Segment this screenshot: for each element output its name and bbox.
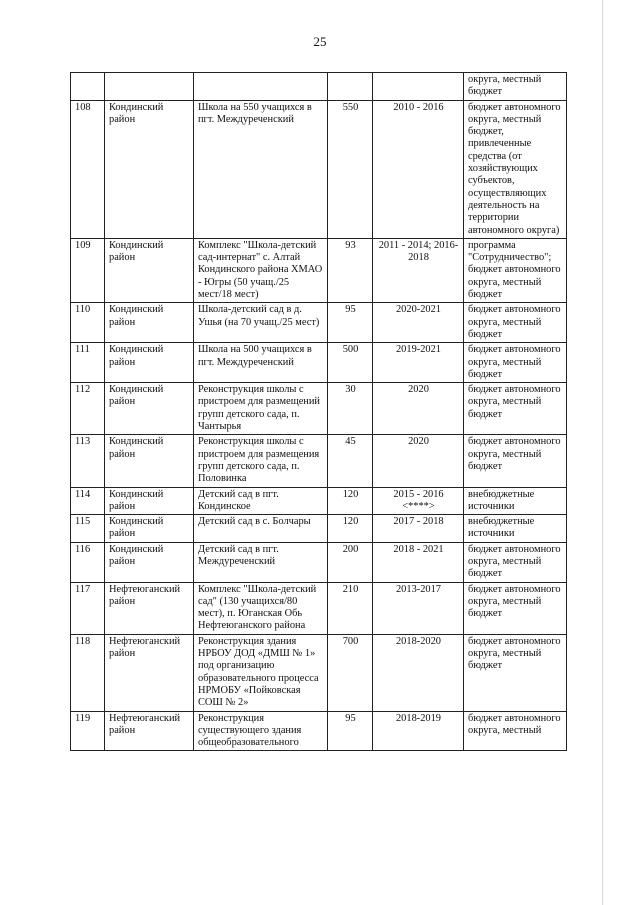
- row-number: 119: [71, 711, 105, 751]
- district-cell: Кондинский район: [105, 238, 194, 302]
- object-name-cell: Реконструкция школы с пристроем для размещения групп детского сада, п. Половинка: [194, 435, 328, 487]
- row-number: 117: [71, 582, 105, 634]
- period-cell: 2020-2021: [373, 303, 464, 343]
- object-name-cell: Комплекс "Школа-детский сад-интернат" с. Алтай Кондинского района ХМАО - Югры (50 учащ./25 мест/18 мест): [194, 238, 328, 302]
- period-cell: 2020: [373, 435, 464, 487]
- period-cell: 2018-2020: [373, 634, 464, 711]
- table-row: [71, 343, 567, 383]
- scan-edge-line: [602, 0, 603, 905]
- capacity-cell: 45: [328, 435, 373, 487]
- object-name-cell: Реконструкция школы с пристроем для размещений групп детского сада, п. Чантырья: [194, 383, 328, 435]
- objects-table: [70, 72, 567, 751]
- object-name-cell: Детский сад в пгт. Кондинское: [194, 487, 328, 515]
- funding-source-cell: внебюджетные источники: [464, 487, 567, 515]
- capacity-cell: 200: [328, 542, 373, 582]
- funding-source-cell: бюджет автономного округа, местный бюджет: [464, 303, 567, 343]
- district-cell: Кондинский район: [105, 435, 194, 487]
- continuation-row: [71, 73, 567, 101]
- object-name-cell: Реконструкция здания НРБОУ ДОД «ДМШ № 1» под организацию образовательного процесса НРМОБУ «Пойковская СОШ № 2»: [194, 634, 328, 711]
- period-cell: 2011 - 2014; 2016-2018: [373, 238, 464, 302]
- table-row: [71, 542, 567, 582]
- period-cell: 2019-2021: [373, 343, 464, 383]
- table-row: [71, 303, 567, 343]
- page-number: 25: [313, 34, 327, 49]
- capacity-cell: 120: [328, 515, 373, 543]
- period-cell: 2018 - 2021: [373, 542, 464, 582]
- table-row: [71, 383, 567, 435]
- capacity-cell: 30: [328, 383, 373, 435]
- capacity-cell: 93: [328, 238, 373, 302]
- table-cell: [373, 73, 464, 101]
- row-number: 108: [71, 100, 105, 238]
- table-row: [71, 515, 567, 543]
- table-row: [71, 435, 567, 487]
- row-number: 118: [71, 634, 105, 711]
- table-row: [71, 238, 567, 302]
- capacity-cell: 95: [328, 303, 373, 343]
- district-cell: Кондинский район: [105, 515, 194, 543]
- table-cell: округа, местный бюджет: [464, 73, 567, 101]
- row-number: 112: [71, 383, 105, 435]
- table-cell: [105, 73, 194, 101]
- capacity-cell: 120: [328, 487, 373, 515]
- period-cell: 2013-2017: [373, 582, 464, 634]
- table-cell: [328, 73, 373, 101]
- object-name-cell: Реконструкция существующего здания общеобразовательного: [194, 711, 328, 751]
- table-row: [71, 100, 567, 238]
- row-number: 109: [71, 238, 105, 302]
- table-row: [71, 582, 567, 634]
- row-number: 115: [71, 515, 105, 543]
- object-name-cell: Детский сад в пгт. Междуреченский: [194, 542, 328, 582]
- funding-source-cell: внебюджетные источники: [464, 515, 567, 543]
- funding-source-cell: бюджет автономного округа, местный бюджет: [464, 435, 567, 487]
- funding-source-cell: бюджет автономного округа, местный бюджет: [464, 542, 567, 582]
- period-cell: 2020: [373, 383, 464, 435]
- row-number: 116: [71, 542, 105, 582]
- funding-source-cell: бюджет автономного округа, местный: [464, 711, 567, 751]
- table-row: [71, 634, 567, 711]
- capacity-cell: 700: [328, 634, 373, 711]
- district-cell: Нефтеюганский район: [105, 634, 194, 711]
- object-name-cell: Комплекс "Школа-детский сад" (130 учащихся/80 мест), п. Юганская Обь Нефтеюганского района: [194, 582, 328, 634]
- capacity-cell: 95: [328, 711, 373, 751]
- district-cell: Кондинский район: [105, 100, 194, 238]
- period-cell: 2017 - 2018: [373, 515, 464, 543]
- period-cell: 2010 - 2016: [373, 100, 464, 238]
- table-cell: [194, 73, 328, 101]
- table-row: [71, 487, 567, 515]
- funding-source-cell: бюджет автономного округа, местный бюджет: [464, 383, 567, 435]
- object-name-cell: Школа-детский сад в д. Ушья (на 70 учащ./25 мест): [194, 303, 328, 343]
- table-cell: [71, 73, 105, 101]
- district-cell: Кондинский район: [105, 487, 194, 515]
- district-cell: Кондинский район: [105, 542, 194, 582]
- object-name-cell: Школа на 500 учащихся в пгт. Междуреченский: [194, 343, 328, 383]
- funding-source-cell: бюджет автономного округа, местный бюджет: [464, 634, 567, 711]
- period-cell: 2015 - 2016 <****>: [373, 487, 464, 515]
- district-cell: Кондинский район: [105, 383, 194, 435]
- object-name-cell: Детский сад в с. Болчары: [194, 515, 328, 543]
- table-row: [71, 711, 567, 751]
- funding-source-cell: бюджет автономного округа, местный бюджет: [464, 582, 567, 634]
- period-cell: 2018-2019: [373, 711, 464, 751]
- district-cell: Нефтеюганский район: [105, 711, 194, 751]
- row-number: 111: [71, 343, 105, 383]
- district-cell: Кондинский район: [105, 303, 194, 343]
- row-number: 114: [71, 487, 105, 515]
- capacity-cell: 500: [328, 343, 373, 383]
- funding-source-cell: бюджет автономного округа, местный бюджет: [464, 343, 567, 383]
- district-cell: Нефтеюганский район: [105, 582, 194, 634]
- row-number: 110: [71, 303, 105, 343]
- capacity-cell: 210: [328, 582, 373, 634]
- funding-source-cell: программа "Сотрудничество"; бюджет автономного округа, местный бюджет: [464, 238, 567, 302]
- row-number: 113: [71, 435, 105, 487]
- object-name-cell: Школа на 550 учащихся в пгт. Междуреченский: [194, 100, 328, 238]
- district-cell: Кондинский район: [105, 343, 194, 383]
- capacity-cell: 550: [328, 100, 373, 238]
- funding-source-cell: бюджет автономного округа, местный бюджет, привлеченные средства (от хозяйствующих субъектов, осуществляющих деятельность на территории автономного округа): [464, 100, 567, 238]
